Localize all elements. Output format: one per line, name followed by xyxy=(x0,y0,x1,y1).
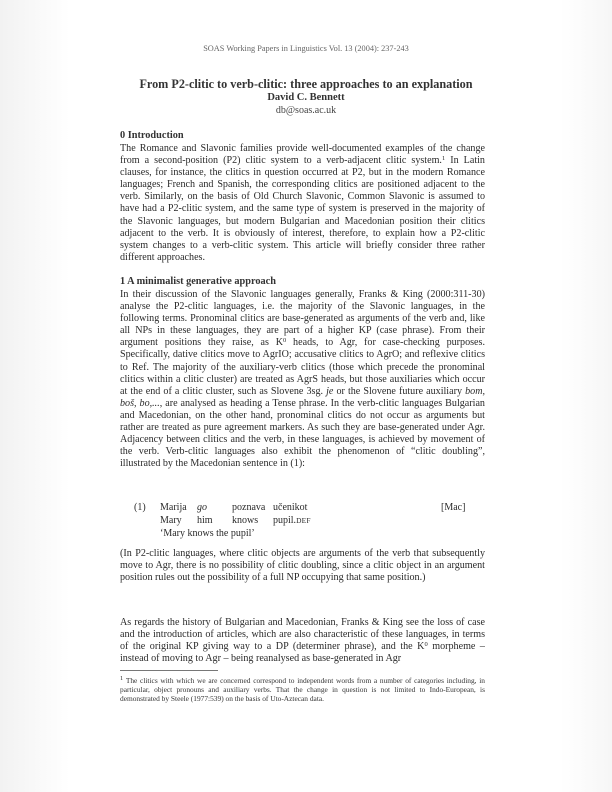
running-header: SOAS Working Papers in Linguistics Vol. 13 (2004): 237-243 xyxy=(203,44,409,53)
footnote-divider xyxy=(120,670,218,671)
clitic-doubling-note xyxy=(120,548,485,584)
example-number: (1) xyxy=(134,502,146,513)
example-gloss: pupil.DEF xyxy=(273,515,311,526)
history-paragraph: As regards the history of Bulgarian and Macedonian, Franks & King see the loss of case and the introduction of articles, which are also characteristic of these languages, in terms of the original KP giving way to a DP (determiner phrase), and the $K^0$ morpheme – instead of moving to Agr – being reanalysed as base-generated in Agr xyxy=(120,617,485,665)
section-heading-introduction: 0 Introduction xyxy=(120,130,184,141)
example-gloss: him xyxy=(197,515,213,526)
author-email[interactable]: db@soas.ac.uk xyxy=(275,105,337,116)
minimalist-paragraph: In their discussion of the Slavonic languages generally, Franks & King (2000:311-30) analyse the P2-clitic languages, i.e. the majority of the Slavonic languages, in the following terms. Pronominal clitics are base-generated as arguments of the verb and, like all NPs in these languages, they are part of a higher KP (case phrase). From their argument positions they raise, as $K^0$ heads, to Agr, for case-checking purposes. Specifically, dative clitics move to AgrIO; accusative clitics to AgrO; and reflexive clitics to Ref. The majority of the auxiliary-verb clitics (those which precede the pronominal clitics within a clitic cluster) are treated as AgrS heads, but those auxiliaries which occur at the end of a clitic cluster, such as Slovene 3sg. je or the Slovene future auxiliary bom, boš, bo,..., are analysed as heading a Tense phrase. In the verb-clitic languages Bulgarian and Macedonian, on the other hand, pronominal clitics do not occur as arguments but rather are treated as pure agreement markers. As such they are base-generated under Agr. Adjacency between clitics and the verb, in these languages, is achieved by movement of the verb. Verb-clitic languages also exhibit the phenomenon of “clitic doubling”, illustrated by the Macedonian sentence in (1): xyxy=(120,289,486,470)
footnote: $^1$ The clitics with which we are concerned correspond to independent words from a number of categories including, in particular, object pronouns and auxiliary verbs. That the change in question is not limited to Indo-European, is demonstrated by Steele (1977:539) on the basis of Uto-Aztecan data. xyxy=(120,675,485,704)
example-gloss: knows xyxy=(232,515,259,526)
example-translation: ‘Mary knows the pupil’ xyxy=(160,528,255,539)
section-introduction xyxy=(120,130,485,264)
example-word: Marija xyxy=(160,502,187,513)
footnote-number: 1 xyxy=(120,675,124,682)
clitic-doubling-paragraph: (In P2-clitic languages, where clitic objects are arguments of the verb that subsequently move to Agr, there is no possibility of clitic doubling, since a clitic object in an argument position rules out the possibility of a full NP occupying that same position.) xyxy=(120,548,485,584)
history-section xyxy=(120,617,485,665)
example-word: go xyxy=(197,502,207,513)
author-name: David C. Bennett xyxy=(267,92,345,103)
section-minimalist xyxy=(120,276,485,470)
section-heading-minimalist: 1 A minimalist generative approach xyxy=(120,276,276,287)
introduction-paragraph: The Romance and Slavonic families provide well-documented examples of the change from a second-position (P2) clitic system to a verb-adjacent clitic system.$^1$ In Latin clauses, for instance, the clitics in question occurred at P2, but in the modern Romance languages; French and Spanish, the corresponding clitics are positioned adjacent to the verb. Similarly, on the basis of Old Church Slavonic, Common Slavonic is assumed to have had a P2-clitic system, and the same type of system is preserved in the majority of the Slavonic languages, but modern Bulgarian and Macedonian position their clitics adjacent to the verb. It is obviously of interest, therefore, to explain how a P2-clitic system changes to a verb-clitic system. This article will briefly consider three rather different approaches. xyxy=(120,143,485,263)
footnote-marker[interactable]: 1 xyxy=(441,155,446,163)
example-gloss: Mary xyxy=(160,515,182,526)
example-word: poznava xyxy=(232,502,266,513)
example-word: učenikot xyxy=(273,502,308,513)
paper-title: From P2-clitic to verb-clitic: three approaches to an explanation xyxy=(139,77,473,91)
example-language-tag: [Mac] xyxy=(441,502,466,513)
